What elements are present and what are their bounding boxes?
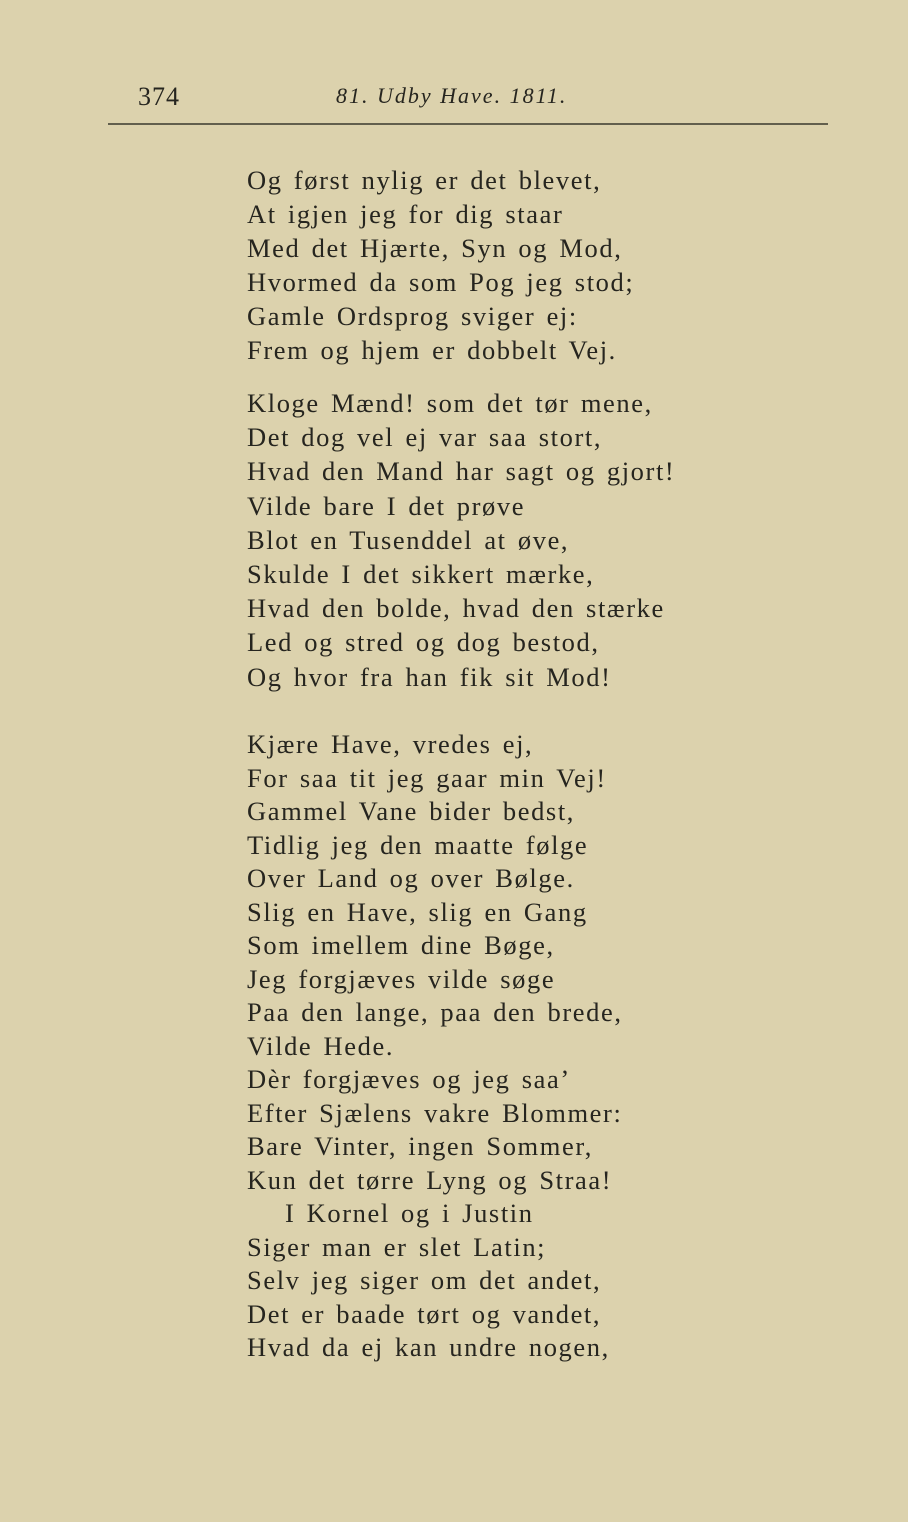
verse-line: Hvormed da som Pog jeg stod; [247, 267, 635, 297]
verse-line: Hvad da ej kan undre nogen, [247, 1332, 610, 1362]
verse-line: Led og stred og dog bestod, [247, 627, 600, 658]
verse-line: Efter Sjælens vakre Blommer: [247, 1097, 623, 1128]
verse-line: Slig en Have, slig en Gang [247, 896, 588, 927]
verse-line: Det dog vel ej var saa stort, [247, 422, 603, 453]
verse-line: At igjen jeg for dig staar [247, 199, 564, 229]
verse-line: Jeg forgjæves vilde søge [247, 963, 556, 994]
verse-line: Frem og hjem er dobbelt Vej. [247, 335, 617, 365]
verse-line: Skulde I det sikkert mærke, [247, 559, 595, 590]
verse-line: Dèr forgjæves og jeg saa’ [247, 1064, 571, 1094]
verse-line: Det er baade tørt og vandet, [247, 1298, 602, 1329]
verse-line: Kjære Have, vredes ej, [247, 729, 534, 759]
verse-line: I Kornel og i Justin [285, 1198, 534, 1228]
verse-line: Selv jeg siger om det andet, [247, 1265, 602, 1295]
verse-line: Vilde bare I det prøve [247, 490, 526, 521]
running-title: 81. Udby Have. 1811. [336, 83, 568, 108]
verse-line: Hvad den Mand har sagt og gjort! [247, 456, 676, 487]
verse-line: Tidlig jeg den maatte følge [247, 829, 589, 860]
stanza-3 [247, 728, 623, 1365]
verse-line: Siger man er slet Latin; [247, 1231, 547, 1262]
verse-line: For saa tit jeg gaar min Vej! [247, 762, 607, 793]
verse-line: Over Land og over Bølge. [247, 863, 575, 893]
verse-line: Og hvor fra han fik sit Mod! [247, 661, 612, 692]
page-number: 374 [138, 82, 180, 111]
stanza-1 [247, 163, 634, 367]
verse-line: Gammel Vane bider bedst, [247, 796, 576, 826]
verse-line: Vilde Hede. [247, 1030, 395, 1061]
verse-line: Kun det tørre Lyng og Straa! [247, 1164, 613, 1195]
verse-line: Og først nylig er det blevet, [247, 165, 602, 195]
verse-line: Hvad den bolde, hvad den stærke [247, 593, 665, 624]
verse-line: Blot en Tusenddel at øve, [247, 524, 570, 555]
stanza-2 [247, 386, 675, 694]
header-rule [108, 123, 828, 125]
verse-line: Kloge Mænd! som det tør mene, [247, 388, 653, 418]
verse-line: Paa den lange, paa den brede, [247, 997, 623, 1027]
verse-line: Bare Vinter, ingen Sommer, [247, 1131, 593, 1161]
verse-line: Med det Hjærte, Syn og Mod, [247, 233, 623, 263]
verse-line: Gamle Ordsprog sviger ej: [247, 301, 578, 331]
verse-line: Som imellem dine Bøge, [247, 930, 555, 960]
